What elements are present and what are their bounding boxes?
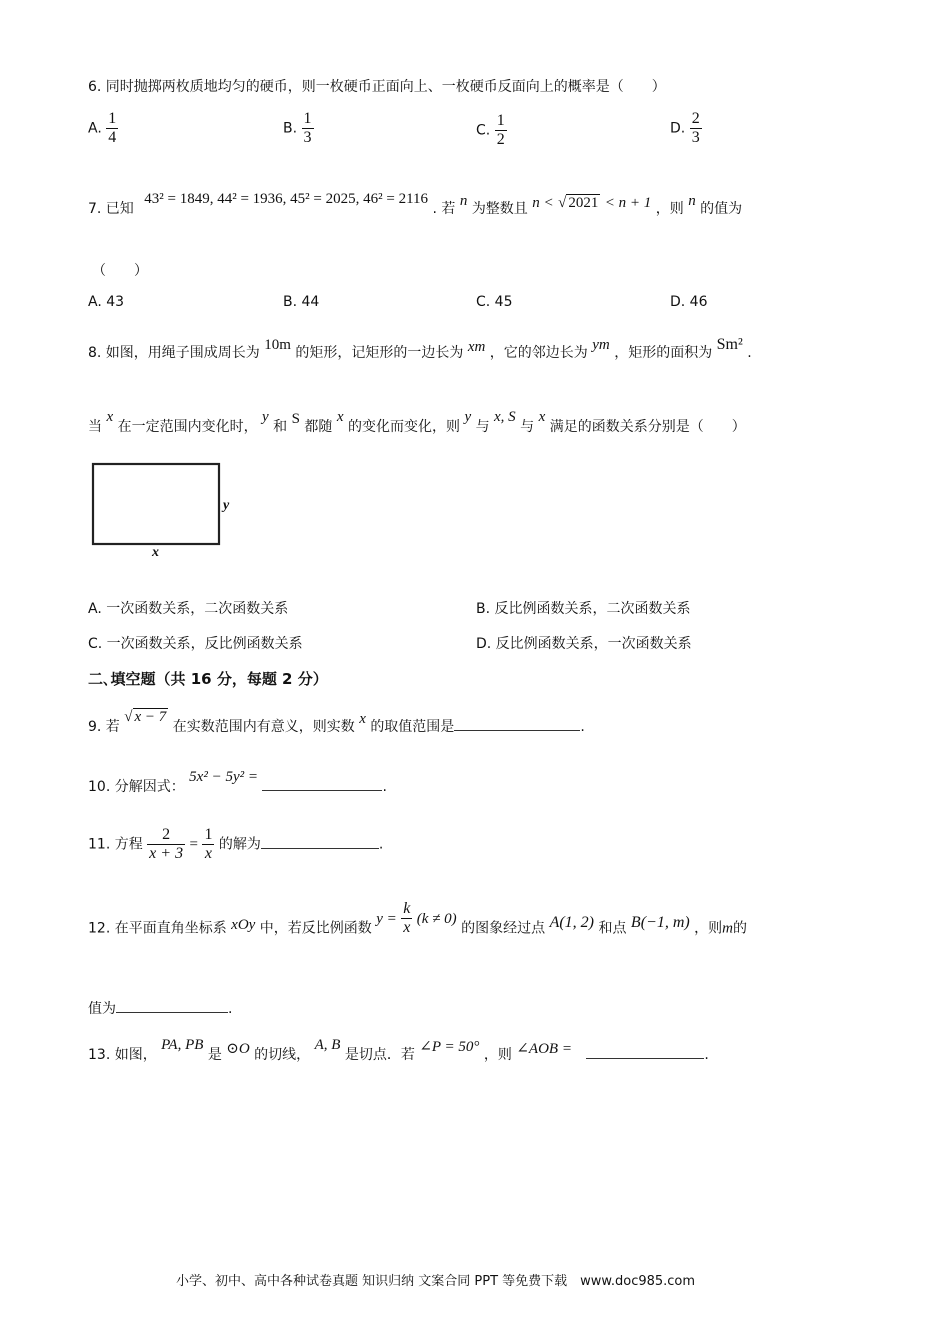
q7-option-a: A. 43: [88, 294, 125, 310]
fraction: $\frac{1}{3}$: [303, 110, 312, 146]
q6-stem: 6. 同时抛掷两枚质地均匀的硬币，则一枚硬币正面向上、一枚硬币反面向上的概率是（ ）: [88, 79, 666, 95]
q13: 13. 如图， PA, PB 是 ⊙O 的切线， A, B 是切点．若 ∠P = 50° ，则 ∠AOB = .: [88, 1037, 709, 1063]
q8-option-b: B. 反比例函数关系，二次函数关系: [476, 601, 691, 617]
q7-given: 43² = 1849, 44² = 1936, 45² = 2025, 46² = 2116: [144, 191, 429, 207]
fraction: $\frac{1}{x}$: [204, 826, 213, 862]
q6-option-b: [283, 110, 314, 147]
q11: 11. 方程 $\frac{2}{x + 3}$ = $\frac{1}{x}$ 的解为 .: [88, 826, 384, 862]
q10: 10. 分解因式： 5x² − 5y² = .: [88, 769, 387, 795]
q12-line1: 12. 在平面直角坐标系 xOy 中，若反比例函数 y = $\frac{k}{x}$ (k ≠ 0) 的图象经过点 A(1, 2) 和点 B(−1, m) ，则m的: [88, 900, 747, 937]
answer-blank[interactable]: [454, 730, 580, 731]
q8-rectangle-figure: [86, 458, 246, 558]
q6-option-a: [88, 110, 118, 147]
q7-option-d: D. 46: [670, 294, 708, 310]
section-heading: 二､填空题（共 16 分，每题 2 分）: [88, 670, 328, 688]
answer-blank[interactable]: [586, 1058, 704, 1059]
fig-label-y: y: [223, 498, 230, 513]
q8-line2: 当 x 在一定范围内变化时， y 和 S 都随 x 的变化而变化，则 y 与 x, S 与 x 满足的函数关系分别是（ ）: [88, 409, 746, 435]
answer-blank[interactable]: [262, 790, 382, 791]
q8-line1: 8. 如图，用绳子围成周长为 10m 的矩形，记矩形的一边长为 xm ，它的邻边长为 ym ，矩形的面积为 Sm² .: [88, 336, 752, 361]
fig-label-x: x: [152, 545, 159, 558]
q12-line2: 值为 .: [88, 1001, 233, 1017]
footer-text: 小学、初中、高中各种试卷真题 知识归纳 文案合同 PPT 等免费下载 www.doc985.com: [176, 1274, 696, 1289]
q7-option-b: B. 44: [283, 294, 320, 310]
option-label: D.: [670, 120, 686, 137]
q7-radicand: 2021: [568, 195, 599, 211]
q6-option-c: [476, 112, 507, 149]
rectangle: [93, 464, 219, 544]
q8-option-d: D. 反比例函数关系，一次函数关系: [476, 636, 692, 652]
option-label: B.: [283, 120, 298, 137]
q7-stem: 7. 已知 43² = 1849, 44² = 1936, 45² = 2025, 46² = 2116 . 若 n 为整数且 n < √ 2021 < n + 1 ，则 n 的值为: [88, 191, 743, 217]
fraction: $\frac{2}{3}$: [691, 110, 700, 146]
answer-blank[interactable]: [261, 848, 379, 849]
answer-blank[interactable]: [116, 1012, 228, 1013]
fraction: $\frac{2}{x + 3}$: [149, 826, 184, 862]
q8-option-c: C. 一次函数关系，反比例函数关系: [88, 636, 303, 652]
fraction: $\frac{k}{x}$: [403, 900, 411, 936]
q9-radicand: x − 7: [134, 709, 167, 725]
q8-option-a: A. 一次函数关系，二次函数关系: [88, 601, 289, 617]
option-label: C.: [476, 122, 491, 139]
q9: 9. 若 √ x − 7 在实数范围内有意义，则实数 x 的取值范围是 .: [88, 709, 585, 735]
q10-expr: 5x² − 5y² =: [189, 769, 258, 785]
fraction: $\frac{1}{2}$: [496, 112, 505, 148]
option-label: A.: [88, 120, 102, 137]
q7-option-c: C. 45: [476, 294, 513, 310]
q6-option-d: [670, 110, 702, 147]
fraction: $\frac{1}{4}$: [108, 110, 117, 146]
q7-paren: （ ）: [92, 263, 148, 279]
